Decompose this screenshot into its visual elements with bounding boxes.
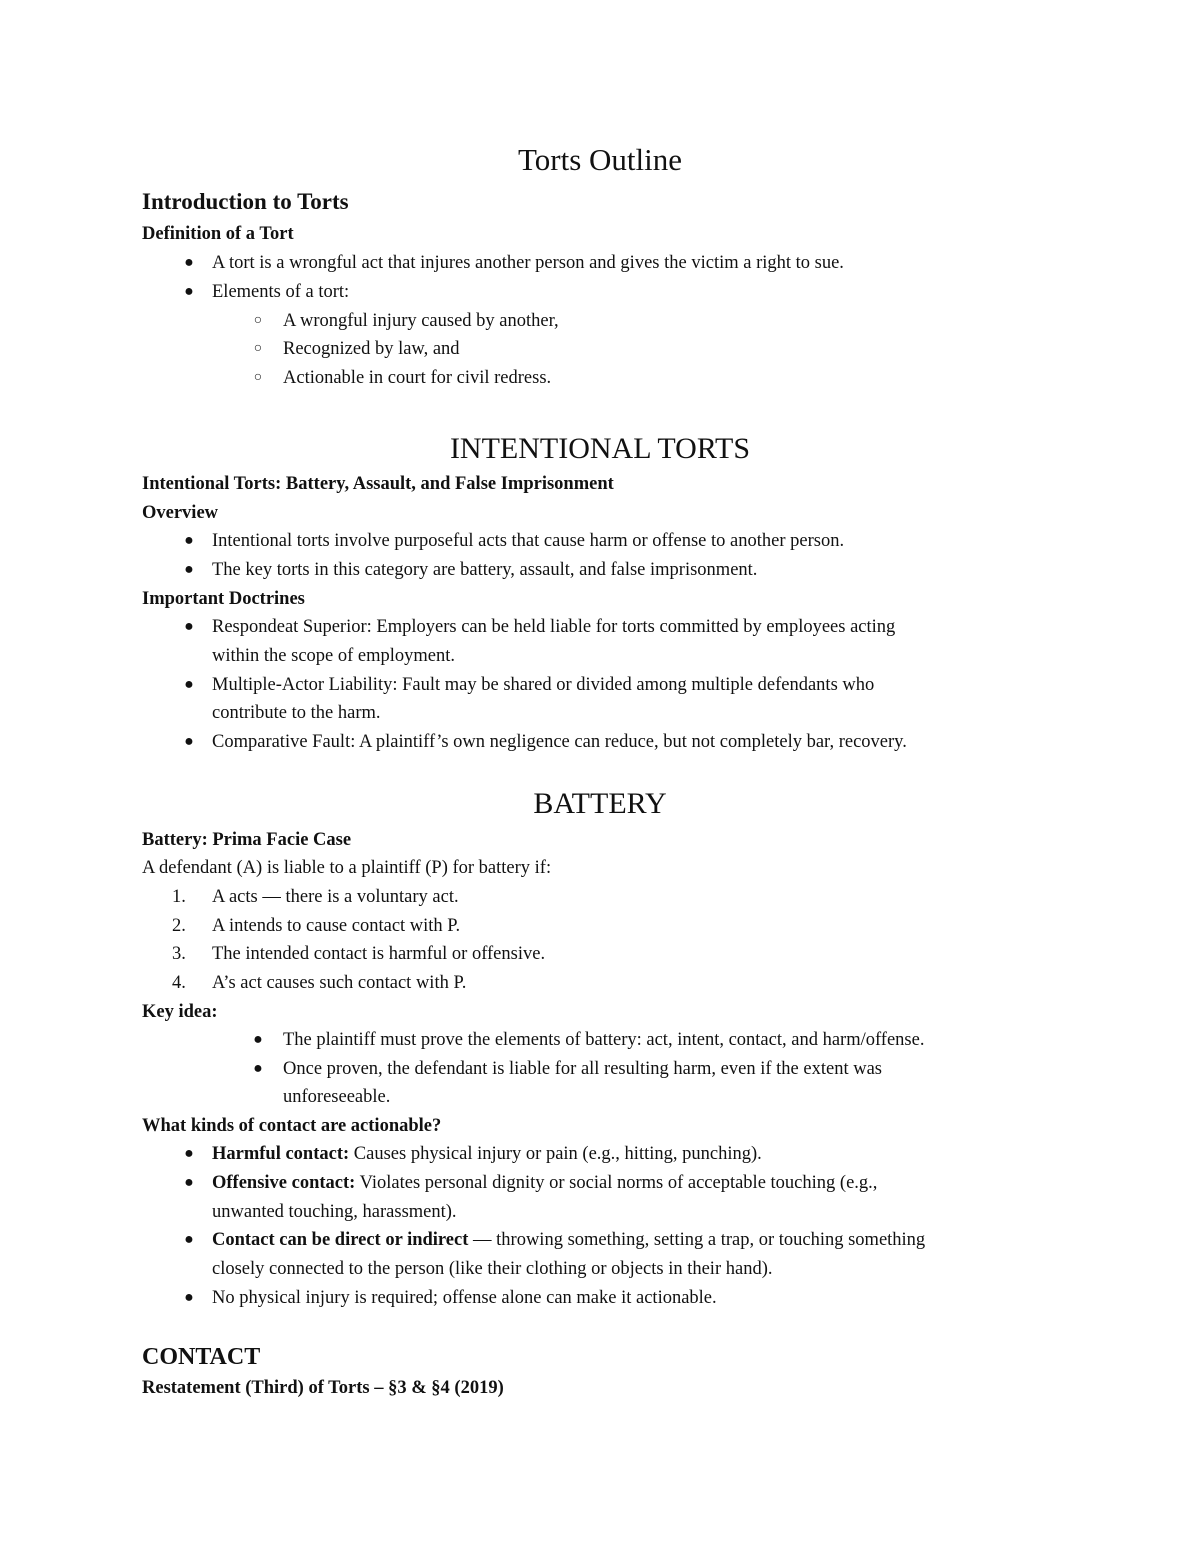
key-idea-2-line-2: unforeseeable. — [283, 1087, 391, 1107]
direct-indirect-label: Contact can be direct or indirect — [212, 1230, 469, 1250]
doctrine-2-line-2: contribute to the harm. — [212, 703, 381, 723]
step-number: 1. — [172, 887, 186, 907]
step-number: 2. — [172, 916, 186, 936]
element-item-2: Recognized by law, and — [283, 339, 460, 359]
offensive-contact-label: Offensive contact: — [212, 1173, 356, 1193]
intro-bullet-1: A tort is a wrongful act that injures another person and gives the victim a right to sue. — [212, 253, 844, 273]
element-item-1: A wrongful injury caused by another, — [283, 311, 559, 331]
bullet-icon: ● — [184, 1174, 194, 1191]
intro-bullet-2: Elements of a tort: — [212, 282, 350, 302]
battery-step-4: A’s act causes such contact with P. — [212, 973, 467, 993]
offensive-contact-item — [212, 1171, 877, 1195]
definition-heading: Definition of a Tort — [142, 224, 294, 244]
bullet-icon: ● — [184, 1145, 194, 1162]
harmful-contact-label: Harmful contact: — [212, 1144, 350, 1164]
direct-indirect-text: — throwing something, setting a trap, or touching something — [468, 1230, 926, 1250]
harmful-contact-item — [212, 1142, 762, 1166]
contact-heading: CONTACT — [142, 1344, 261, 1370]
doctrine-3: Comparative Fault: A plaintiff’s own negligence can reduce, but not completely bar, recovery. — [212, 732, 907, 752]
bullet-icon: ● — [184, 676, 194, 693]
key-idea-2-line-1: Once proven, the defendant is liable for all resulting harm, even if the extent was — [283, 1059, 882, 1079]
battery-step-2: A intends to cause contact with P. — [212, 916, 461, 936]
overview-item-2: The key torts in this category are battery, assault, and false imprisonment. — [212, 560, 758, 580]
battery-subheading: Battery: Prima Facie Case — [142, 830, 352, 850]
key-idea-1: The plaintiff must prove the elements of battery: act, intent, contact, and harm/offense. — [283, 1030, 925, 1050]
sub-bullet-icon: ○ — [253, 341, 263, 356]
doctrine-1-line-2: within the scope of employment. — [212, 646, 456, 666]
intro-heading: Introduction to Torts — [142, 189, 349, 214]
intentional-subheading: Intentional Torts: Battery, Assault, and False Imprisonment — [142, 474, 614, 494]
sub-bullet-icon: ○ — [253, 370, 263, 385]
bullet-icon: ● — [184, 1231, 194, 1248]
document-title: Torts Outline — [517, 142, 682, 177]
contact-question: What kinds of contact are actionable? — [142, 1116, 442, 1136]
bullet-icon: ● — [184, 1289, 194, 1306]
doctrines-heading: Important Doctrines — [142, 589, 305, 609]
doctrine-1-line-1: Respondeat Superior: Employers can be held liable for torts committed by employees acting — [212, 617, 896, 637]
element-item-3: Actionable in court for civil redress. — [283, 368, 552, 388]
sub-bullet-icon: ○ — [253, 313, 263, 328]
direct-indirect-item — [212, 1228, 925, 1252]
bullet-icon: ● — [184, 618, 194, 635]
offensive-contact-text: Violates personal dignity or social norms of acceptable touching (e.g., — [355, 1173, 878, 1193]
bullet-icon: ● — [184, 254, 194, 271]
restatement-heading: Restatement (Third) of Torts – §3 & §4 (2019) — [142, 1378, 504, 1398]
battery-intro: A defendant (A) is liable to a plaintiff (P) for battery if: — [142, 858, 552, 878]
battery-step-1: A acts — there is a voluntary act. — [212, 887, 459, 907]
step-number: 3. — [172, 944, 186, 964]
bullet-icon: ● — [184, 561, 194, 578]
intentional-torts-heading: INTENTIONAL TORTS — [449, 432, 751, 465]
harmful-contact-text: Causes physical injury or pain (e.g., hitting, punching). — [349, 1144, 762, 1164]
key-idea-heading: Key idea: — [142, 1002, 218, 1022]
no-injury-item: No physical injury is required; offense alone can make it actionable. — [212, 1288, 717, 1308]
overview-item-1: Intentional torts involve purposeful acts that cause harm or offense to another person. — [212, 531, 845, 551]
direct-indirect-line-2: closely connected to the person (like their clothing or objects in their hand). — [212, 1259, 773, 1279]
bullet-icon: ● — [184, 733, 194, 750]
bullet-icon: ● — [253, 1060, 263, 1077]
doctrine-2-line-1: Multiple-Actor Liability: Fault may be shared or divided among multiple defendants who — [212, 675, 875, 695]
bullet-icon: ● — [184, 532, 194, 549]
battery-heading: BATTERY — [533, 787, 667, 820]
step-number: 4. — [172, 973, 186, 993]
bullet-icon: ● — [184, 283, 194, 300]
battery-step-3: The intended contact is harmful or offensive. — [212, 944, 546, 964]
overview-heading: Overview — [142, 503, 219, 523]
bullet-icon: ● — [253, 1031, 263, 1048]
offensive-contact-line-2: unwanted touching, harassment). — [212, 1202, 457, 1222]
